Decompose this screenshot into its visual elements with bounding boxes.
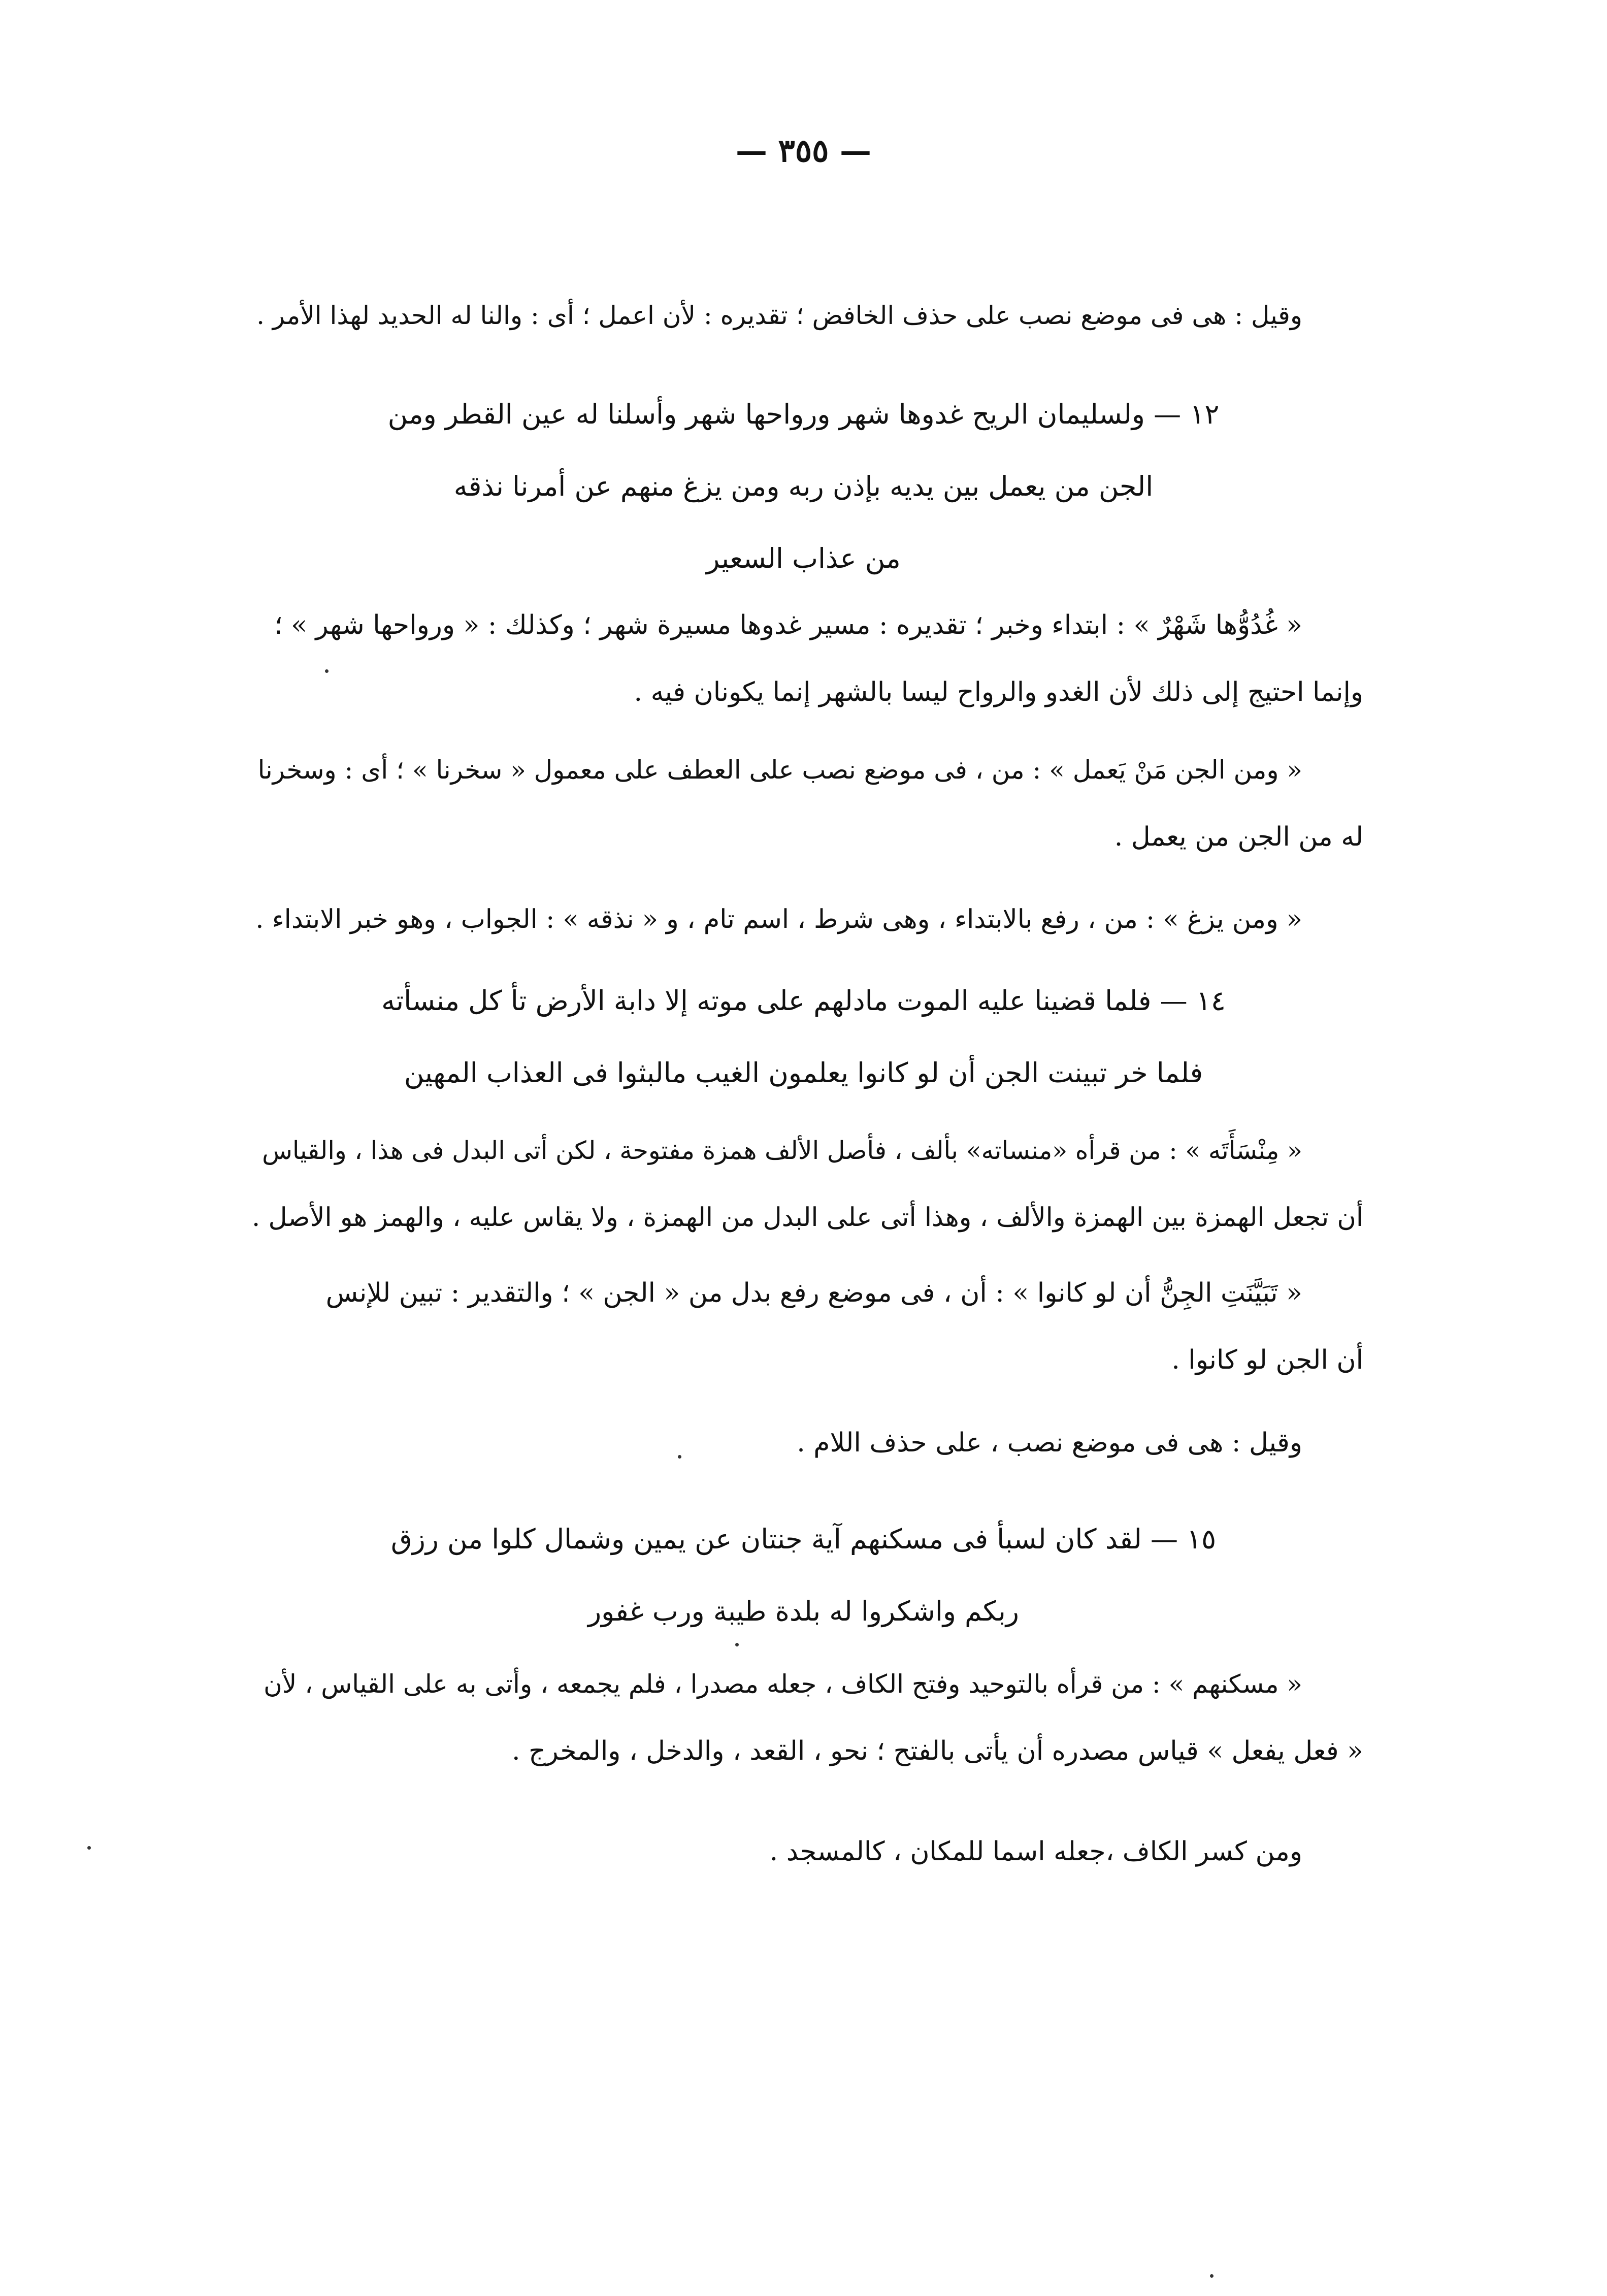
- text-line: وإنما احتيج إلى ذلك لأن الغدو والرواح ليسا بالشهر إنما يكونان فيه .: [634, 677, 1363, 707]
- verse-15: [371, 1503, 1236, 1647]
- verse-12: [371, 378, 1236, 595]
- text-line: أن الجن لو كانوا .: [1171, 1345, 1363, 1375]
- text-line: « تَبَيَّنَتِ الجِنُّ أن لو كانوا » : أن ، فى موضع رفع بدل من « الجن » ؛ والتقدير : تبين للإنس: [325, 1278, 1302, 1308]
- scan-speck: [1210, 2274, 1214, 2278]
- commentary-paragraph: [244, 592, 1363, 726]
- commentary-paragraph: [244, 1651, 1363, 1785]
- scan-speck: [735, 1643, 739, 1646]
- commentary-paragraph: [244, 1818, 1363, 1885]
- scan-speck: [325, 669, 329, 673]
- verse-line: ١٢ — ولسليمان الريح غدوها شهر ورواحها شهر وأسلنا له عين القطر ومن: [387, 398, 1220, 430]
- verse-14: [371, 965, 1236, 1109]
- commentary-paragraph: [244, 886, 1363, 953]
- text-line: وقيل : هى فى موضع نصب ، على حذف اللام .: [797, 1428, 1302, 1458]
- text-line: « مِنْسَأَتَه » : من قرأه «منساته» بألف ، فأصل الألف همزة مفتوحة ، لكن أتى البدل فى هذا ، والقياس: [262, 1136, 1302, 1165]
- text-line: « ومن الجن مَنْ يَعمل » : من ، فى موضع نصب على العطف على معمول « سخرنا » ؛ أى : وسخرنا: [257, 755, 1302, 785]
- text-line: « مسكنهم » : من قرأه بالتوحيد وفتح الكاف ، جعله مصدرا ، فلم يجمعه ، وأتى به على القياس ، لأن: [264, 1669, 1302, 1699]
- commentary-paragraph: [244, 736, 1363, 870]
- text-line: وقيل : هى فى موضع نصب على حذف الخافض ؛ تقديره : لأن اعمل ؛ أى : والنا له الحديد لهذا الأمر .: [256, 301, 1302, 330]
- commentary-paragraph: [244, 1259, 1363, 1394]
- scan-speck: [678, 1455, 681, 1459]
- text-line: ومن كسر الكاف ،جعله اسما للمكان ، كالمسجد .: [769, 1836, 1302, 1867]
- verse-line: ربكم واشكروا له بلدة طيبة ورب غفور: [588, 1595, 1019, 1627]
- text-line: أن تجعل الهمزة بين الهمزة والألف ، وهذا أتى على البدل من الهمزة ، ولا يقاس عليه ، والهمز هو الأصل .: [252, 1203, 1363, 1233]
- verse-line: ١٤ — فلما قضينا عليه الموت مادلهم على موته إلا دابة الأرض تأ كل منسأته: [381, 985, 1226, 1017]
- commentary-paragraph: [244, 1117, 1363, 1251]
- commentary-paragraph: [244, 282, 1363, 349]
- verse-line: من عذاب السعير: [706, 542, 901, 574]
- text-line: « غُدُوُّها شَهْرٌ » : ابتداء وخبر ؛ تقديره : مسير غدوها مسيرة شهر ؛ وكذلك : « ورواحها شهر » ؛: [274, 610, 1302, 640]
- text-line: له من الجن من يعمل .: [1114, 822, 1363, 852]
- text-line: « ومن يزغ » : من ، رفع بالابتداء ، وهى شرط ، اسم تام ، و « نذقه » : الجواب ، وهو خبر الابتداء .: [255, 904, 1302, 934]
- verse-line: ١٥ — لقد كان لسبأ فى مسكنهم آية جنتان عن يمين وشمال كلوا من رزق: [390, 1523, 1217, 1555]
- verse-line: الجن من يعمل بين يديه بإذن ربه ومن يزغ منهم عن أمرنا نذقه: [453, 470, 1154, 502]
- commentary-paragraph: [244, 1409, 1363, 1476]
- page-number: — ٣٥٥ —: [735, 132, 872, 169]
- scan-speck: [87, 1846, 91, 1850]
- text-line: « فعل يفعل » قياس مصدره أن يأتى بالفتح ؛ نحو ، القعد ، والدخل ، والمخرج .: [512, 1736, 1363, 1766]
- verse-line: فلما خر تبينت الجن أن لو كانوا يعلمون الغيب مالبثوا فى العذاب المهين: [404, 1057, 1203, 1089]
